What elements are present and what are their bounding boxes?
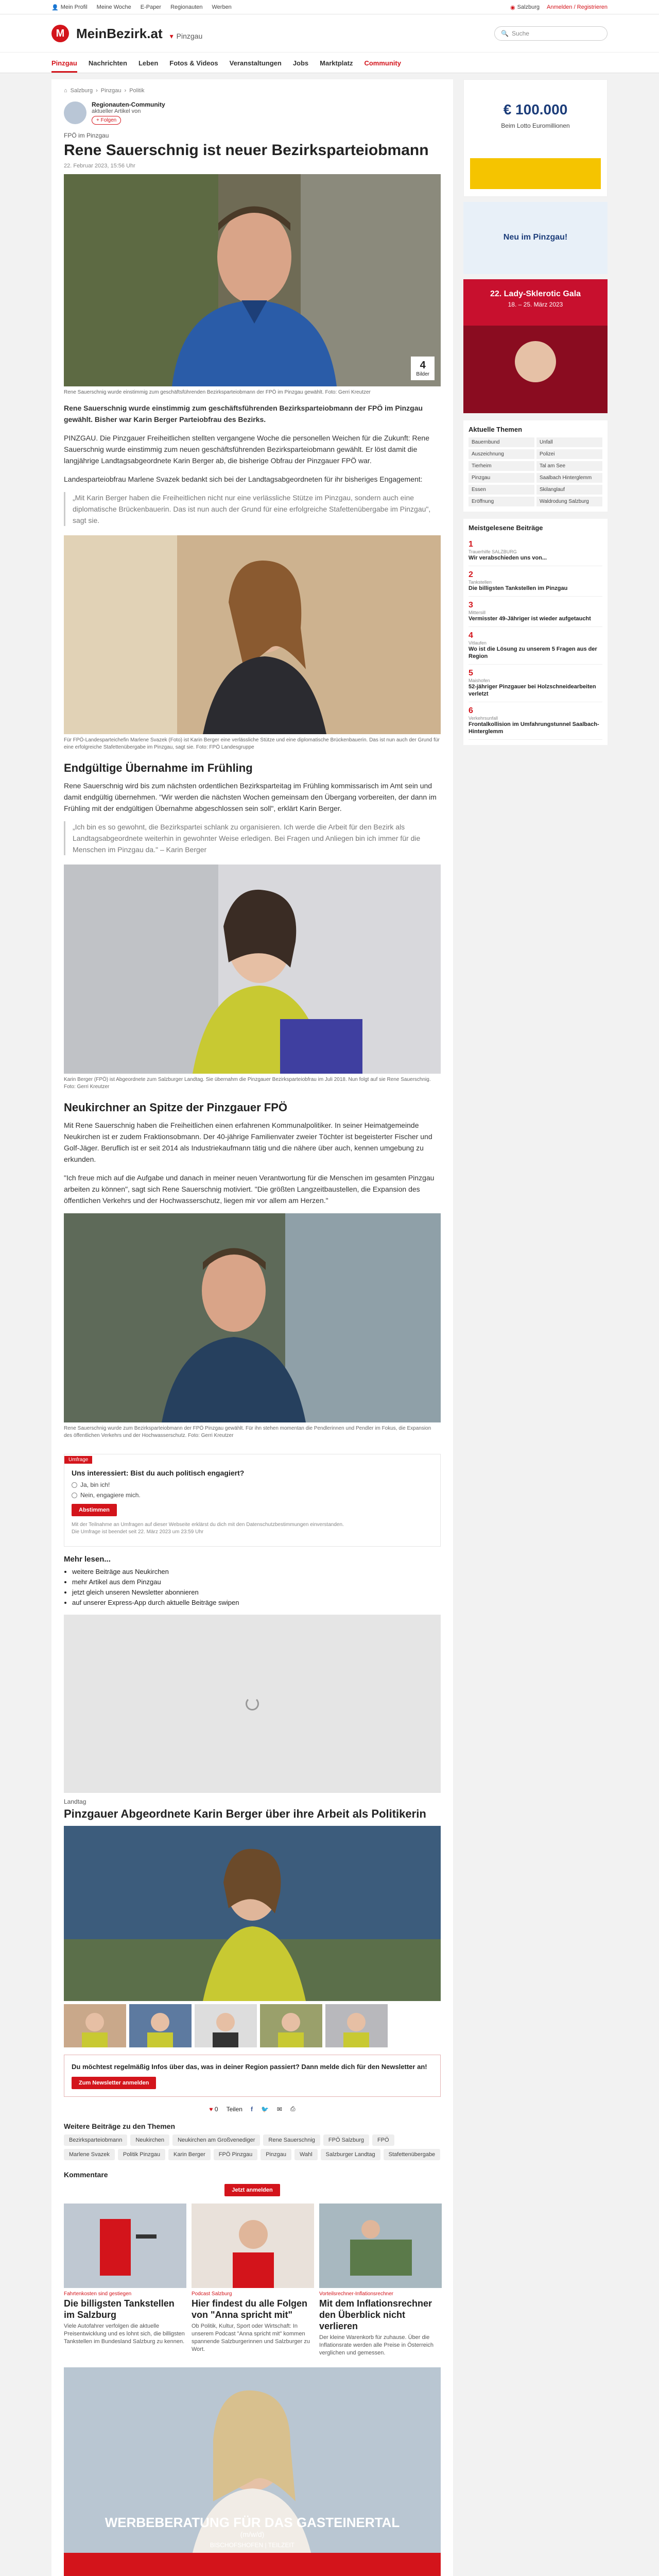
newsletter-button[interactable]: Zum Newsletter anmelden (72, 2077, 156, 2089)
main-nav (0, 53, 659, 73)
pin-icon: ◉ (510, 4, 515, 11)
poll-widget (64, 1454, 441, 1547)
topic-chip[interactable]: Eröffnung (469, 497, 534, 506)
related-teasers (64, 2204, 441, 2357)
tag-chip[interactable]: FPÖ (372, 2134, 394, 2146)
portrait-woman-image (64, 535, 441, 734)
image-caption: Rene Sauerschnig wurde zum Bezirksparteiobmann der FPÖ Pinzgau gewählt. Für ihn stehen momentan die Pendlerinnen und Pendler im Fokus, die Expansion des öffentlichen Verkehrs und der Hochwasserschutz. Foto: Gerri Kreutzer (64, 1426, 431, 1438)
share-label: Teilen (226, 2105, 242, 2113)
topbar-werben[interactable]: Werben (212, 4, 232, 10)
image-caption: Für FPÖ-Landesparteichefin Marlene Svazek (Foto) ist Karin Berger eine verlässliche Stütze und eine diplomatische Brückenbauerin. Das ist nun auch der Grund für eine erfolgreiche Stafettenübergabe im Pinzgau, sagt sie. Foto: FPÖ Landesgruppe (64, 737, 440, 750)
facebook-icon[interactable]: f (250, 2105, 253, 2113)
gallery-thumbnail[interactable] (64, 2004, 126, 2047)
tag-chip[interactable]: Neukirchen am Großvenediger (172, 2134, 260, 2146)
read-more-link[interactable]: • jetzt gleich unseren Newsletter abonnieren (72, 1588, 441, 1596)
gallery-thumbnail[interactable] (129, 2004, 192, 2047)
topic-chip[interactable]: Saalbach Hinterglemm (536, 473, 602, 483)
most-read (463, 519, 608, 745)
top-utility-bar (0, 0, 659, 14)
breadcrumb-item[interactable]: Politik (129, 88, 145, 94)
blockquote: „Mit Karin Berger haben die Freiheitlichen nicht nur eine verlässliche Stütze im Pinzgau, sondern auch eine diplomatische Brückenbauerin. Das ist nun auch der Grund für eine erfolgreiche Stafettenübergabe im Pinzgau", sagt sie. (64, 492, 441, 526)
like-button[interactable]: ♥ 0 (209, 2105, 218, 2113)
topic-chip[interactable]: Tierheim (469, 461, 534, 471)
gala-advertisement[interactable]: 22. Lady-Sklerotic Gala 18. – 25. März 2023 (463, 279, 608, 413)
podcast-image (192, 2204, 314, 2288)
rank-category: Vitlaufen (469, 640, 487, 646)
video-title[interactable]: Pinzgauer Abgeordnete Karin Berger über ihre Arbeit als Politikerin (64, 1807, 426, 1820)
login-link[interactable]: Anmelden / Registrieren (546, 4, 608, 10)
article-column (51, 79, 453, 2576)
topic-chip[interactable]: Auszeichnung (469, 449, 534, 459)
article-paragraph: Mit Rene Sauerschnig haben die Freiheitlichen einen erfahrenen Kommunalpolitiker. In seiner Heimatgemeinde Neukirchen ist er zudem Fraktionsobmann. Der 40-jährige Familienvater zweier Töchter ist begeisterter Fischer und Golf-Jäger. Beruflich ist er seit 2014 als Industriekaufmann tätig und die nähere über auch, kennen umgebung zu erkunden. (64, 1121, 432, 1163)
poll-question: Uns interessiert: Bist du auch politisch engagiert? (72, 1469, 245, 1477)
breadcrumb: ⌂ Salzburg › Pinzgau › Politik (64, 88, 145, 94)
article-image[interactable] (64, 865, 441, 1074)
tag-section (64, 2122, 441, 2160)
rank-category: Tankstellen (469, 580, 492, 585)
radio-icon[interactable] (72, 1493, 77, 1498)
trending-title: Aktuelle Themen (469, 426, 523, 433)
topbar-week[interactable]: Meine Woche (96, 4, 131, 10)
most-read-item[interactable] (469, 627, 602, 665)
rank-number: 2 (469, 570, 473, 579)
topic-chip[interactable]: Pinzgau (469, 473, 534, 483)
ad-subtitle: (m/w/d) (240, 2530, 265, 2538)
portrait-man-image (64, 1213, 441, 1422)
comment-login-button[interactable]: Jetzt anmelden (224, 2184, 280, 2196)
avatar[interactable] (64, 101, 86, 124)
tag-chip[interactable]: Rene Sauerschnig (263, 2134, 320, 2146)
most-read-item[interactable] (469, 702, 602, 740)
twitter-icon[interactable]: 🐦 (261, 2105, 269, 2113)
nav-item-jobs[interactable]: Jobs (292, 59, 309, 67)
mail-icon[interactable]: ✉ (276, 2105, 282, 2113)
gallery-thumbnail[interactable] (260, 2004, 322, 2047)
portrait-woman-image (64, 1826, 441, 2001)
topic-chip[interactable]: Essen (469, 485, 534, 495)
print-icon[interactable]: ⎙ (290, 2105, 296, 2112)
article-lead: Rene Sauerschnig wurde einstimmig zum geschäftsführenden Bezirksparteiobmann der FPÖ im Pinzgau gewählt. Bisher war Karin Berger Parteiobfrau des Bezirks. (64, 404, 423, 423)
topic-chip[interactable]: Bauernbund (469, 437, 534, 447)
poll-note: Mit der Teilnahme an Umfragen auf dieser Webseite erklärst du dich mit den Datenschutzbestimmungen einverstanden. (72, 1522, 344, 1528)
breadcrumb-item[interactable]: Salzburg (70, 88, 93, 94)
poll-label: Umfrage (64, 1456, 92, 1464)
share-bar (64, 2105, 441, 2113)
tag-chip[interactable]: Marlene Svazek (64, 2149, 115, 2160)
teaser-card[interactable]: Fahrtenkosten sind gestiegen Die billigsten Tankstellen im Salzburg Viele Autofahrer verfolgen die aktuelle Preisentwicklung und es lohnt sich, die billigsten Tankstellen im Bundesland Salzburg zu kennen. (64, 2204, 186, 2357)
location-selector[interactable]: ▾ Pinzgau (169, 31, 203, 40)
read-more (64, 1555, 441, 1606)
topbar-region[interactable]: ◉ Salzburg (510, 4, 540, 11)
gallery-badge[interactable]: 4 Bilder (411, 357, 435, 380)
rank-number: 3 (469, 601, 473, 609)
comments-section (64, 2171, 441, 2196)
tags-title: Weitere Beiträge zu den Themen (64, 2122, 176, 2130)
most-read-item[interactable] (469, 536, 602, 566)
article-image[interactable] (64, 535, 441, 734)
ad-text: Beim Lotto Euromillionen (501, 122, 570, 129)
search-input[interactable]: 🔍 Suche (494, 26, 608, 41)
most-read-title: Meistgelesene Beiträge (469, 524, 543, 532)
poll-option[interactable]: Nein, engagiere mich. (72, 1492, 433, 1499)
poll-option[interactable]: Ja, bin ich! (72, 1481, 433, 1488)
topic-chip[interactable]: Waldrodung Salzburg (536, 497, 602, 506)
topic-chip[interactable]: Tal am See (536, 461, 602, 471)
article-paragraph: "Ich freue mich auf die Aufgabe und danach in meiner neuen Verantwortung für die Menschen im gesamten Pinzgau arbeiten zu können", sagt sich Rene Sauerschnig motiviert. "Die größten Langzeitbaustellen, die Expansion des öffentlichen Verkehrs und der Hochwasserschutz, liegen mir vor allem am Herzen." (64, 1174, 435, 1205)
article-kicker: FPÖ im Pinzgau (64, 132, 109, 139)
read-more-title: Mehr lesen... (64, 1555, 111, 1564)
tag-chip[interactable]: Politik Pinzgau (118, 2149, 165, 2160)
article-date: 22. Februar 2023, 15:56 Uhr (64, 163, 135, 169)
nav-item-leben[interactable]: Leben (138, 59, 159, 67)
tag-chip[interactable]: Stafettenübergabe (384, 2149, 441, 2160)
breadcrumb-item[interactable]: Pinzgau (100, 88, 122, 94)
article-paragraph: PINZGAU. Die Pinzgauer Freiheitlichen stellten vergangene Woche die personellen Weichen für die Zukunft: Rene Sauerschnig wurde einstimmig zum neuen geschäftsführenden Bezirksparteiobmann gewählt. Er löst damit die langjährige Landtagsabgeordnete Karin Berger ab, die bisherige Obfrau der Pinzgauer FPÖ war. (64, 434, 429, 465)
gallery-main-image[interactable] (64, 1826, 441, 2001)
author-box (64, 101, 441, 125)
nav-item-community[interactable]: Community (364, 59, 401, 67)
shopping-image (319, 2204, 442, 2288)
nav-item-fotos[interactable]: Fotos & Videos (169, 59, 218, 67)
rank-category: Maishofen (469, 678, 490, 683)
topic-chip[interactable]: Skilanglauf (536, 485, 602, 495)
gallery-thumbnail[interactable] (325, 2004, 388, 2047)
article-title: Rene Sauerschnig ist neuer Bezirksparteiobmann (64, 142, 429, 159)
topbar-regionauten[interactable]: Regionauten (170, 4, 203, 10)
rank-category: Trauerhilfe SALZBURG (469, 549, 517, 554)
tag-chip[interactable]: Karin Berger (168, 2149, 211, 2160)
sidebar (463, 79, 608, 2576)
comments-title: Kommentare (64, 2171, 108, 2179)
nav-item-veranstaltungen[interactable]: Veranstaltungen (229, 59, 282, 67)
ad-amount: € 100.000 (503, 101, 568, 117)
ad-time: TEILZEIT (268, 2541, 295, 2549)
most-read-item[interactable] (469, 597, 602, 627)
section-heading: Endgültige Übernahme im Frühling (64, 761, 253, 774)
topbar-epaper[interactable]: E-Paper (140, 4, 162, 10)
pin-icon: ▾ (169, 31, 174, 40)
brand-logo[interactable]: M (51, 25, 69, 42)
job-advertisement[interactable]: WERBEBERATUNG FÜR DAS GASTEINERTAL (m/w/d) BISCHOFSHOFEN | TEILZEIT (64, 2367, 441, 2576)
portrait-man-image (64, 174, 441, 386)
tag-chip[interactable]: Salzburger Landtag (321, 2149, 380, 2160)
topic-chip[interactable]: Unfall (536, 437, 602, 447)
vote-button[interactable]: Abstimmen (72, 1504, 117, 1516)
fuel-pump-image (64, 2204, 186, 2288)
newsletter-text: Du möchtest regelmäßig Infos über das, was in deiner Region passiert? Dann melde dich für den Newsletter an! (72, 2063, 427, 2071)
topbar-profile[interactable]: 👤 Mein Profil (51, 4, 88, 11)
article-paragraph: Landesparteiobfrau Marlene Svazek bedankt sich bei der Landtagsabgeordneten für ihr bisheriges Engagement: (64, 475, 423, 483)
tag-chip[interactable]: FPÖ Salzburg (323, 2134, 369, 2146)
portrait-woman-image (64, 865, 441, 1074)
lotto-advertisement[interactable] (463, 79, 608, 197)
most-read-item[interactable] (469, 665, 602, 702)
teaser-card[interactable]: Podcast Salzburg Hier findest du alle Folgen von "Anna spricht mit" Ob Politik, Kultur, Sport oder Wirtschaft: In unserem Podcast "Anna spricht mit" kommen spannende Salzburgerinnen und Salzburger zu Wort. (192, 2204, 314, 2357)
read-more-link[interactable]: • mehr Artikel aus dem Pinzgau (72, 1578, 441, 1586)
rank-category: Mittersill (469, 610, 485, 615)
rank-title[interactable]: Frontalkollision im Umfahrungstunnel Saalbach-Hinterglemm (469, 721, 599, 735)
tag-chip[interactable]: Pinzgau (261, 2149, 291, 2160)
rank-title[interactable]: Vermisster 49-Jähriger ist wieder aufgetaucht (469, 616, 591, 622)
blockquote: „Ich bin es so gewohnt, die Bezirkspartei schlank zu organisieren. Ich werde die Arbeit für den Bezirk als Landtagsabgeordnete weiterhin in gewohnter Weise erledigen. Bei Fragen und Anliegen bin ich immer für die Menschen im Pinzgau da." – Karin Berger (64, 821, 441, 855)
rank-title[interactable]: Wo ist die Lösung zu unserem 5 Fragen aus der Region (469, 646, 597, 659)
rank-number: 5 (469, 669, 473, 677)
read-more-link[interactable]: • auf unserer Express-App durch aktuelle Beiträge swipen (72, 1599, 441, 1606)
article-image[interactable] (64, 1213, 441, 1422)
rank-title[interactable]: 52-jähriger Pinzgauer bei Holzschneidearbeiten verletzt (469, 684, 596, 697)
search-icon: 🔍 (501, 30, 509, 37)
newsletter-box (64, 2055, 441, 2097)
topic-chip[interactable]: Polizei (536, 449, 602, 459)
nav-item-nachrichten[interactable]: Nachrichten (88, 59, 127, 67)
tag-chip[interactable]: FPÖ Pinzgau (214, 2149, 257, 2160)
rank-number: 6 (469, 706, 473, 715)
tag-chip[interactable]: Bezirksparteiobmann (64, 2134, 127, 2146)
rank-number: 1 (469, 540, 473, 549)
rank-title[interactable]: Wir verabschieden uns von... (469, 555, 547, 561)
home-icon[interactable]: ⌂ (64, 88, 67, 94)
loading-spinner-icon (246, 1697, 259, 1710)
thumbnail-strip (64, 2004, 441, 2047)
image-caption: Karin Berger (FPÖ) ist Abgeordnete zum Salzburger Landtag. Sie übernahm die Pinzgauer Bezirksparteiobfrau im Juli 2018. Nun folgt auf sie Rene Sauerschnig. Foto: Gerri Kreutzer (64, 1077, 431, 1090)
region-advertisement[interactable]: Neu im Pinzgau! (463, 202, 608, 274)
poll-deadline: Die Umfrage ist beendet seit 22. März 2023 um 23:59 Uhr (72, 1529, 204, 1535)
radio-icon[interactable] (72, 1482, 77, 1488)
article-paragraph: Rene Sauerschnig wird bis zum nächsten ordentlichen Bezirksparteitag im Frühling kommissarisch im Amt sein und damit endgültig übernehmen. "Wir werden die nächsten Wochen gemeinsam den Übergang vorbereiten, der dann im Frühling mit der endgültigen Übernahme abgeschlossen sein soll", erklärt Karin Berger. (64, 782, 437, 812)
site-header (0, 14, 659, 53)
ad-title: WERBEBERATUNG FÜR DAS GASTEINERTAL (105, 2515, 400, 2530)
brand-name[interactable]: MeinBezirk.at (76, 25, 163, 41)
tag-chip[interactable]: Wahl (294, 2149, 318, 2160)
gallery-thumbnail[interactable] (195, 2004, 257, 2047)
ad-place: BISCHOFSHOFEN (210, 2541, 264, 2549)
nav-item-pinzgau[interactable]: Pinzgau (51, 59, 77, 73)
user-icon: 👤 (51, 4, 59, 11)
hero-caption: Rene Sauerschnig wurde einstimmig zum geschäftsführenden Bezirksparteiobmann der FPÖ im Pinzgau gewählt. Foto: Gerri Kreutzer (64, 389, 371, 395)
author-sub: aktueller Artikel von (92, 108, 141, 114)
trending-topics (463, 420, 608, 512)
heart-icon: ♥ (209, 2105, 213, 2113)
tag-chip[interactable]: Neukirchen (130, 2134, 169, 2146)
most-read-item[interactable] (469, 566, 602, 597)
rank-title[interactable]: Die billigsten Tankstellen im Pinzgau (469, 585, 568, 591)
follow-button[interactable]: + Folgen (92, 116, 121, 125)
read-more-link[interactable]: • weitere Beiträge aus Neukirchen (72, 1568, 441, 1575)
hero-image[interactable] (64, 174, 441, 386)
section-heading: Neukirchner an Spitze der Pinzgauer FPÖ (64, 1101, 287, 1114)
rank-category: Verkehrsunfall (469, 716, 498, 721)
video-kicker: Landtag (64, 1798, 86, 1805)
rank-number: 4 (469, 631, 473, 640)
video-player[interactable] (64, 1615, 441, 1793)
author-name[interactable]: Regionauten-Community (92, 101, 165, 108)
teaser-card[interactable]: Vorteilsrechner-Inflationsrechner Mit dem Inflationsrechner den Überblick nicht verlieren Der kleine Warenkorb für zuhause. Über die Inflationsrate werden alle Preise in Österreich verglichen und gemessen. (319, 2204, 442, 2357)
nav-item-marktplatz[interactable]: Marktplatz (320, 59, 353, 67)
